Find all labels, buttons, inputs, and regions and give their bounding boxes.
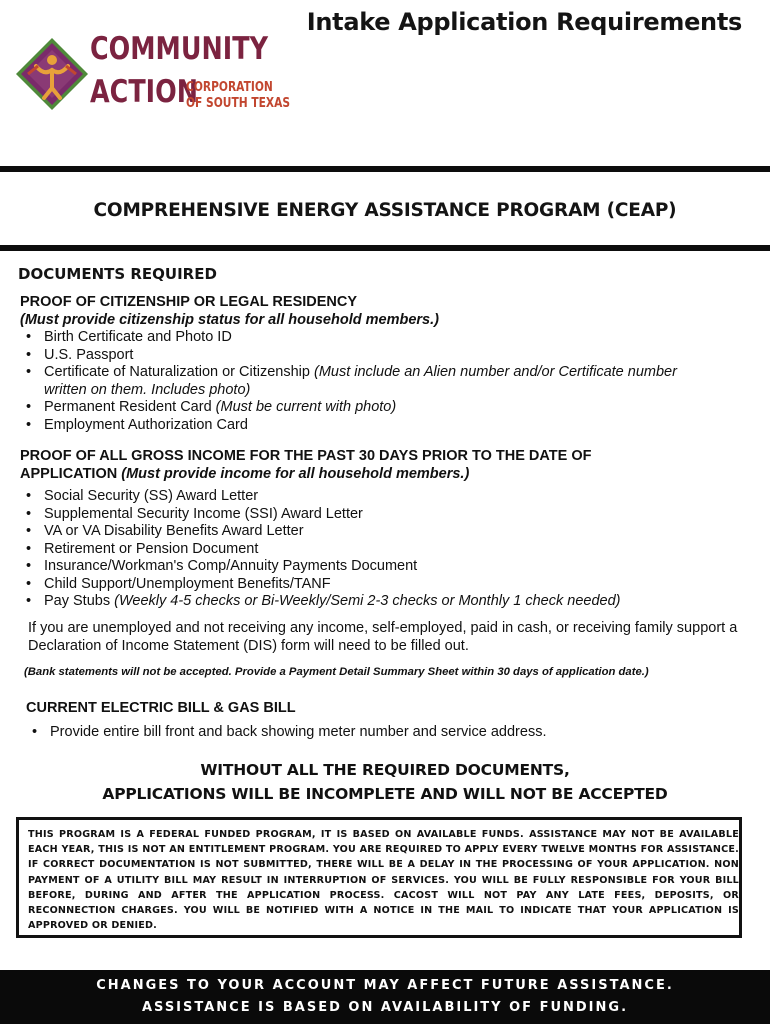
list-item xyxy=(26,724,756,742)
list-item xyxy=(20,488,750,506)
item-text: Birth Certificate and Photo ID xyxy=(44,329,232,345)
logo-community: COMMUNITY xyxy=(90,31,268,67)
list-item xyxy=(20,417,750,435)
unemployed-note: If you are unemployed and not receiving any income, self-employed, paid in cash, or receiving family support a Declaration of Income Statement (DIS) form will need to be filled out. xyxy=(28,620,738,654)
program-divider xyxy=(0,245,770,251)
income-section xyxy=(20,448,660,483)
list-item xyxy=(20,593,750,611)
list-item xyxy=(20,576,750,594)
list-item xyxy=(20,506,750,524)
top-divider xyxy=(0,166,770,172)
logo-subtitle xyxy=(186,80,290,112)
list-item xyxy=(20,364,750,399)
item-text: Retirement or Pension Document xyxy=(44,540,259,557)
logo-sub-line2: OF SOUTH TEXAS xyxy=(186,96,291,111)
income-list-wrap xyxy=(20,488,750,611)
program-title: COMPREHENSIVE ENERGY ASSISTANCE PROGRAM (CEAP) xyxy=(93,200,677,221)
citizenship-subheading: (Must provide citizenship status for all household members.) xyxy=(20,311,439,328)
item-text: VA or VA Disability Benefits Award Letter xyxy=(44,523,304,539)
bill-list xyxy=(26,724,756,742)
warning-line2: APPLICATIONS WILL BE INCOMPLETE AND WILL NOT BE ACCEPTED xyxy=(102,785,668,803)
documents-heading: DOCUMENTS REQUIRED xyxy=(18,265,217,283)
item-text: Certificate of Naturalization or Citizenship xyxy=(44,364,314,380)
footer-line2: ASSISTANCE IS BASED ON AVAILABILITY OF FUNDING. xyxy=(141,1000,629,1015)
list-item xyxy=(20,329,750,347)
warning-line1: WITHOUT ALL THE REQUIRED DOCUMENTS, xyxy=(200,761,570,779)
bill-section xyxy=(26,700,756,741)
income-subheading: (Must provide income for all household members.) xyxy=(121,465,470,482)
item-text: Social Security (SS) Award Letter xyxy=(44,488,259,504)
list-item xyxy=(20,541,750,559)
income-heading-text: PROOF OF ALL GROSS INCOME FOR THE PAST 30 DAYS PRIOR TO THE DATE OF APPLICATION xyxy=(20,448,592,482)
required-documents-warning xyxy=(0,758,770,806)
citizenship-heading: PROOF OF CITIZENSHIP OR LEGAL RESIDENCY xyxy=(20,294,358,310)
income-heading xyxy=(20,448,660,483)
item-note: (Weekly 4-5 checks or Bi-Weekly/Semi 2-3 checks or Monthly 1 check needed) xyxy=(114,593,621,609)
bank-note: (Bank statements will not be accepted. Provide a Payment Detail Summary Sheet within 30 days of application date.) xyxy=(24,666,649,678)
item-text: Child Support/Unemployment Benefits/TANF xyxy=(44,575,331,592)
item-note: (Must include an Alien number and/or Certificate number written on them. Includes photo) xyxy=(44,364,677,398)
bill-heading: CURRENT ELECTRIC BILL & GAS BILL xyxy=(26,700,296,716)
citizenship-list xyxy=(20,329,750,434)
item-text: U.S. Passport xyxy=(44,346,134,363)
disclaimer-text: THIS PROGRAM IS A FEDERAL FUNDED PROGRAM, IT IS BASED ON AVAILABLE FUNDS. ASSISTANCE MAY NOT BE AVAILABLE EACH YEAR, THIS IS NOT AN ENTITLEMENT PROGRAM. YOU ARE REQUIRED TO APPLY EVERY TWELVE MONTHS FOR ASSISTANCE. IF CORRECT DOCUMENTATION IS NOT SUBMITTED, THERE WILL BE A DELAY IN THE PROCESSING OF YOUR APPLICATION. NON PAYMENT OF A UTILITY BILL MAY RESULT IN INTERRUPTION OF SERVICES. YOU WILL BE FULLY RESPONSIBLE FOR YOUR BILL BEFORE, DURING AND AFTER THE APPLICATION PROCESS. CACOST WILL NOT PAY ANY LATE FEES, DEPOSITS, OR RECONNECTION CHARGES. YOU WILL BE NOTIFIED WITH A NOTICE IN THE MAIL TO INDICATE THAT YOUR APPLICATION IS APPROVED OR DENIED. xyxy=(28,829,739,932)
citizenship-section xyxy=(20,294,750,434)
item-text: Supplemental Security Income (SSI) Award Letter xyxy=(44,505,363,522)
logo-sub-line1: CORPORATION xyxy=(186,80,273,95)
logo-action: ACTION xyxy=(90,74,199,110)
income-list xyxy=(20,488,750,611)
footer-text xyxy=(0,975,770,1019)
item-text: Employment Authorization Card xyxy=(44,416,248,433)
item-text: Provide entire bill front and back showing meter number and service address. xyxy=(50,723,547,740)
item-text: Permanent Resident Card xyxy=(44,399,216,415)
item-note: (Must be current with photo) xyxy=(215,399,397,415)
list-item xyxy=(20,523,750,541)
item-text: Insurance/Workman's Comp/Annuity Payments Document xyxy=(44,558,418,574)
list-item xyxy=(20,558,750,576)
item-text: Pay Stubs xyxy=(44,593,115,609)
list-item xyxy=(20,347,750,365)
footer-line1: CHANGES TO YOUR ACCOUNT MAY AFFECT FUTURE ASSISTANCE. xyxy=(96,978,674,993)
page-title: Intake Application Requirements xyxy=(306,8,742,36)
logo-mark-icon xyxy=(14,36,90,112)
list-item xyxy=(20,399,750,417)
